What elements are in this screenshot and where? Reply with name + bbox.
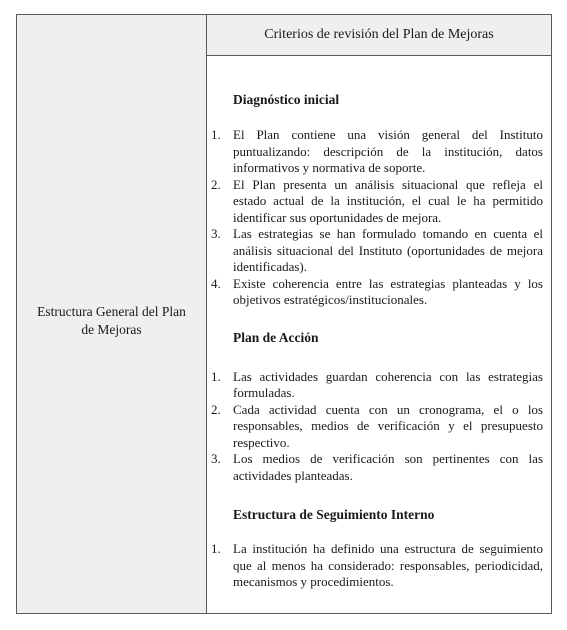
list-item [207, 451, 543, 484]
item-number: 1. [211, 541, 221, 556]
row-header-cell [17, 15, 207, 613]
list-item [207, 226, 543, 276]
criteria-body-cell [207, 56, 551, 613]
list-item [207, 276, 543, 309]
item-number: 1. [211, 368, 221, 384]
list-item [207, 127, 543, 177]
item-text: Los medios de verificación son pertinentes con las actividades planteadas. [233, 451, 543, 483]
item-number: 2. [211, 401, 221, 417]
item-number: 2. [211, 176, 221, 192]
item-text: Las actividades guardan coherencia con las estrategias formuladas. [233, 368, 543, 400]
section-list-diagnostico [207, 127, 543, 309]
list-item [207, 402, 543, 452]
item-text: La institución ha definido una estructura de seguimiento que al menos ha considerado: responsables, periodicidad, mecanismos y procedimientos. [233, 541, 543, 589]
item-number: 1. [211, 127, 221, 142]
list-item [207, 541, 543, 591]
item-number: 3. [211, 226, 221, 241]
item-text: Existe coherencia entre las estrategias planteadas y los objetivos estratégicos/institucionales. [233, 275, 543, 307]
section-list-plan-accion [207, 369, 543, 485]
section-title-diagnostico: Diagnóstico inicial [233, 92, 340, 107]
section-list-seguimiento [207, 541, 543, 591]
list-item [207, 369, 543, 402]
row-header-label: Estructura General del Plan de Mejoras [37, 304, 186, 337]
item-text: El Plan contiene una visión general del Instituto puntualizando: descripción de la institución, datos informativos y normativa de soporte. [233, 127, 543, 175]
column-header-cell [207, 15, 551, 56]
item-text: Las estrategias se han formulado tomando en cuenta el análisis situacional del Instituto (oportunidades de mejora identificadas). [233, 226, 543, 274]
criteria-table [16, 14, 552, 614]
list-item [207, 177, 543, 227]
column-header-label: Criterios de revisión del Plan de Mejoras [264, 27, 494, 42]
item-text: El Plan presenta un análisis situacional que refleja el estado actual de la institución, el cual le ha permitido identificar sus oportunidades de mejora. [233, 176, 543, 225]
item-number: 3. [211, 451, 221, 466]
section-title-plan-accion: Plan de Acción [233, 329, 319, 345]
item-text: Cada actividad cuenta con un cronograma, el o los responsables, medios de verificación y el presupuesto respectivo. [233, 401, 543, 450]
section-title-seguimiento: Estructura de Seguimiento Interno [233, 507, 435, 522]
item-number: 4. [211, 275, 221, 291]
